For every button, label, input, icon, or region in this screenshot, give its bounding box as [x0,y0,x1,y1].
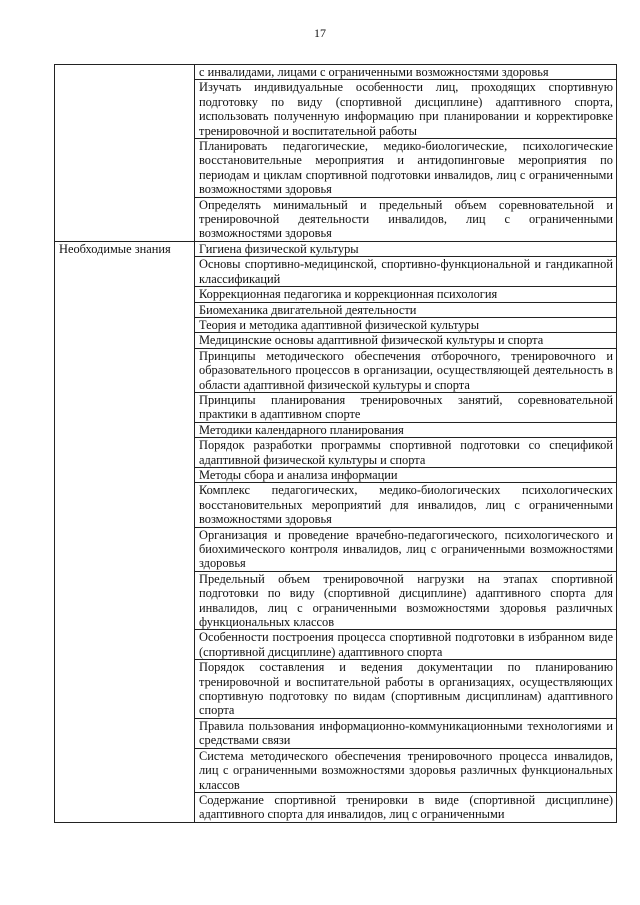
cell-text: Теория и методика адаптивной физической культуры [199,317,480,332]
table-cell [195,241,617,256]
table-cell [195,571,617,630]
skills-label-cell [55,65,195,242]
table-cell [195,438,617,468]
table-cell [195,348,617,392]
table-cell [195,139,617,198]
cell-text: с инвалидами, лицами с ограниченными возможностями здоровья [199,65,549,79]
requirements-table [54,64,617,823]
cell-text: Медицинские основы адаптивной физической культуры и спорта [199,333,544,348]
cell-text: Методики календарного планирования [199,422,404,437]
cell-text: Принципы методического обеспечения отборочного, тренировочного и образовательного процессов в организации, осуществляющей деятельность в области адаптивной физической культуры и спорта [199,348,613,392]
table-cell [195,317,617,332]
cell-text: Организация и проведение врачебно-педагогического, психологического и биохимического контроля инвалидов, лиц с ограниченными возможностями здоровья [199,527,613,571]
table-cell [195,660,617,719]
table-cell [195,257,617,287]
table-cell [195,333,617,348]
cell-text: Определять минимальный и предельный объем соревновательной и тренировочной деятельности инвалидов, лиц с ограниченными возможностями здоровья [199,197,613,241]
cell-text: Гигиена физической культуры [199,241,359,256]
cell-text: Особенности построения процесса спортивной подготовки в избранном виде (спортивной дисциплине) адаптивного спорта [199,630,613,659]
cell-text: Основы спортивно-медицинской, спортивно-функциональной и гандикапной классификаций [199,257,613,286]
table-cell [195,748,617,792]
table-cell [195,422,617,437]
cell-text: Коррекционная педагогика и коррекционная психология [199,287,498,302]
cell-text: Комплекс педагогических, медико-биологических психологических восстановительных мероприятий для инвалидов, лиц с ограниченными возможностями здоровья [199,483,613,527]
table-cell [195,792,617,822]
table-cell [195,197,617,241]
cell-text: Методы сбора и анализа информации [199,467,398,482]
table-cell [195,483,617,527]
cell-text: Изучать индивидуальные особенности лиц, проходящих спортивную подготовку по виду (спортивной дисциплине) адаптивного спорта, использовать полученную информацию при планировании и корректировке тренировочной и воспитательной работы [199,80,613,138]
cell-text: Правила пользования информационно-коммуникационными технологиями и средствами связи [199,718,613,748]
page-number: 17 [314,26,326,40]
table-cell [195,302,617,317]
table-cell [195,80,617,139]
table-cell [195,527,617,571]
cell-text: Содержание спортивной тренировки в виде (спортивной дисциплине) адаптивного спорта для инвалидов, лиц с ограниченными [199,792,613,822]
table-cell [195,467,617,482]
table-row [55,65,617,80]
cell-text: Принципы планирования тренировочных занятий, соревновательной практики в адаптивном спорте [199,392,613,422]
table-body [55,65,617,823]
cell-text: Биомеханика двигательной деятельности [199,302,417,317]
table-cell [195,287,617,302]
table-row [55,241,617,256]
table-cell [195,392,617,422]
knowledge-label: Необходимые знания [59,241,171,256]
cell-text: Предельный объем тренировочной нагрузки на этапах спортивной подготовки по виду (спортивной дисциплине) адаптивного спорта для инвалидов, лиц с ограниченными возможностями здоровья различных функциональных классов [199,571,613,630]
knowledge-label-cell [55,241,195,822]
table-cell [195,718,617,748]
table-cell [195,630,617,660]
cell-text: Планировать педагогические, медико-биологические, психологические восстановительные мероприятия и антидопинговые мероприятия по периодам и циклам спортивной подготовки инвалидов, лиц с ограниченными возможностями здоровья [199,139,613,197]
cell-text: Порядок составления и ведения документации по планированию тренировочной и воспитательной работы в организациях, осуществляющих спортивную подготовку по видам (спортивным дисциплинам) адаптивного спорта [199,660,613,718]
cell-text: Порядок разработки программы спортивной подготовки со спецификой адаптивной физической культуры и спорта [199,438,613,467]
table-cell [195,65,617,80]
cell-text: Система методического обеспечения тренировочного процесса инвалидов, лиц с ограниченными возможностями здоровья различных функциональных классов [199,748,613,792]
